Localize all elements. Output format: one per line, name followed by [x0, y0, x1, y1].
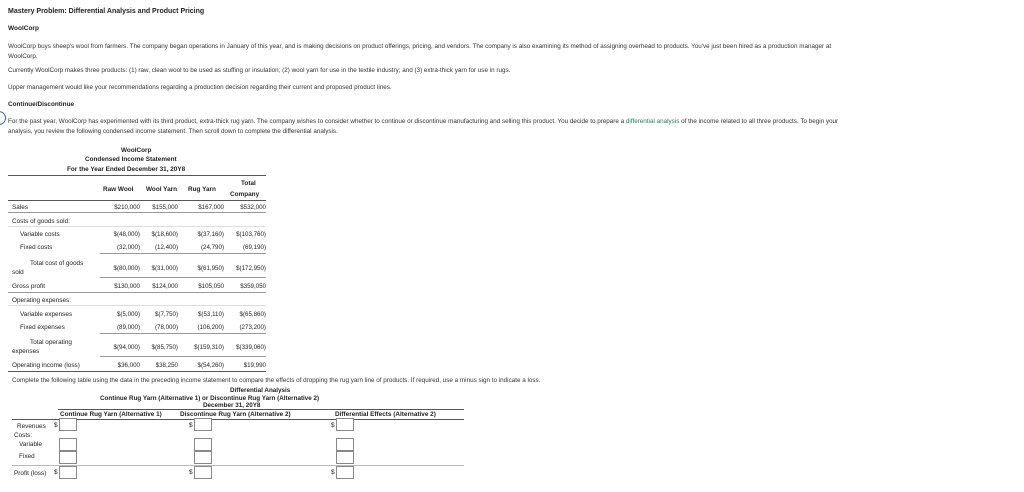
fixed-exp-rug-yarn: (106,200)	[197, 324, 224, 331]
section-paragraph-line-1	[8, 117, 838, 127]
revenues-discontinue-dollar-sign: $	[189, 422, 193, 429]
diff-row-label-costs: Costs:	[14, 432, 33, 439]
intro-paragraph-1-line-1: WoolCorp buys sheep's wool from farmers. The company began operations in January of this year, and is making decisions on product offerings, pricing, and vendors. The company is also examining its method of assigning overhead to products. You've just been hired as a production manager at	[8, 43, 832, 50]
col-header-company: Company	[230, 191, 260, 198]
diff-col-header-rule	[12, 419, 464, 420]
col-header-rule	[8, 200, 266, 201]
total-opex-rule	[100, 356, 266, 357]
diff-fixed-rule	[12, 465, 464, 466]
sales-raw-wool: $210,000	[114, 204, 140, 211]
var-exp-raw-wool: $(5,000)	[116, 311, 140, 318]
intro-paragraph-3: Upper management would like your recommendations regarding a production decision regarding their current and proposed product lines.	[8, 84, 392, 91]
col-header-total: Total	[241, 180, 256, 187]
variable-continue-input[interactable]	[59, 438, 77, 451]
fixed-exp-total: (273,200)	[239, 324, 266, 331]
row-label-variable-costs: Variable costs	[20, 231, 60, 238]
diff-col-header-effects: Differential Effects (Alternative 2)	[335, 411, 436, 418]
gross-profit-rug-yarn: $105,050	[198, 283, 224, 290]
diff-header-rule	[58, 409, 464, 410]
total-opex-total: $(339,060)	[236, 344, 266, 351]
intro-paragraph-2: Currently WoolCorp makes three products: (1) raw, clean wool to be used as stuffing or insulation; (2) wool yarn for use in the textile industry; and (3) extra-thick yarn for use in rugs.	[8, 67, 511, 74]
row-label-gross-profit: Gross profit	[12, 283, 46, 290]
sales-total: $532,000	[240, 204, 266, 211]
fixed-wool-yarn: (12,400)	[154, 244, 178, 251]
total-cogs-total: $(172,950)	[236, 265, 266, 272]
instruction-text: Complete the following table using the data in the preceding income statement to compare the effects of dropping the rug yarn line of products. If required, use a minus sign to indicate a loss.	[12, 377, 541, 384]
diff-row-label-revenues: Revenues	[17, 423, 46, 430]
variable-rug-yarn: $(37,160)	[197, 231, 224, 238]
fixed-exp-rule	[100, 333, 266, 334]
gross-profit-raw-wool: $130,000	[114, 283, 140, 290]
fixed-discontinue-input[interactable]	[194, 451, 212, 464]
row-label-total-cogs	[12, 259, 83, 277]
diff-date: December 31, 20Y8	[203, 402, 261, 409]
revenues-discontinue-input[interactable]	[194, 418, 212, 431]
revenues-effects-input[interactable]	[336, 418, 354, 431]
diff-row-label-fixed: Fixed	[19, 453, 35, 460]
total-cogs-raw-wool: $(80,000)	[113, 265, 140, 272]
variable-discontinue-input[interactable]	[194, 438, 212, 451]
section-paragraph-text-a: For the past year, WoolCorp has experimented with its third product, extra-thick rug yarn. The company wishes to consider whether to continue or discontinue manufacturing and selling this product. You decide to prepare a	[8, 118, 626, 125]
var-exp-total: $(65,860)	[239, 311, 266, 318]
revenues-effects-dollar-sign: $	[331, 422, 335, 429]
statement-period: For the Year Ended December 31, 20Y8	[67, 166, 186, 173]
revenues-continue-input[interactable]	[59, 418, 77, 431]
section-title: Continue/Discontinue	[8, 101, 75, 108]
cogs-label: Costs of goods sold:	[12, 218, 70, 225]
gross-profit-rule	[8, 292, 266, 293]
total-cogs-rule	[100, 277, 266, 278]
statement-title: Condensed Income Statement	[85, 156, 177, 163]
row-label-fixed-expenses: Fixed expenses	[20, 324, 65, 331]
profit-effects-input[interactable]	[336, 466, 354, 479]
intro-paragraph-1	[8, 42, 831, 62]
op-income-wool-yarn: $38,250	[155, 362, 178, 369]
section-marker-icon	[0, 111, 6, 125]
variable-total: $(103,760)	[236, 231, 266, 238]
diff-title: Differential Analysis	[230, 387, 291, 394]
intro-paragraph-1-line-2: WoolCorp.	[8, 53, 38, 60]
profit-discontinue-dollar-sign: $	[189, 469, 193, 476]
diff-col-header-discontinue: Discontinue Rug Yarn (Alternative 2)	[180, 411, 291, 418]
total-cogs-label-line-1: Total cost of goods	[30, 260, 84, 267]
total-opex-rug-yarn: $(159,310)	[194, 344, 224, 351]
differential-analysis-link[interactable]: differential analysis	[625, 118, 680, 125]
cogs-label-rule	[8, 226, 266, 227]
gross-profit-total: $359,050	[240, 283, 266, 290]
section-paragraph-text-b: of the income related to all three products. To begin your	[679, 118, 839, 125]
row-label-total-opex	[12, 338, 72, 356]
fixed-continue-input[interactable]	[59, 451, 77, 464]
col-header-wool-yarn: Wool Yarn	[146, 186, 178, 193]
gross-profit-wool-yarn: $124,000	[152, 283, 178, 290]
fixed-effects-input[interactable]	[336, 451, 354, 464]
row-label-operating-income: Operating income (loss)	[12, 362, 80, 369]
var-exp-wool-yarn: $(7,750)	[154, 311, 178, 318]
fixed-rule	[100, 253, 266, 254]
total-opex-raw-wool: $(94,000)	[113, 344, 140, 351]
total-cogs-rug-yarn: $(61,950)	[197, 265, 224, 272]
row-label-sales: Sales	[12, 204, 28, 211]
opex-label-rule	[8, 305, 266, 306]
row-label-fixed-costs: Fixed costs	[20, 244, 53, 251]
profit-discontinue-input[interactable]	[194, 466, 212, 479]
profit-effects-dollar-sign: $	[331, 469, 335, 476]
section-paragraph	[8, 117, 838, 137]
total-opex-wool-yarn: $(85,750)	[151, 344, 178, 351]
diff-subtitle: Continue Rug Yarn (Alternative 1) or Discontinue Rug Yarn (Alternative 2)	[100, 395, 320, 402]
op-income-rule	[8, 371, 266, 372]
fixed-rug-yarn: (24,790)	[200, 244, 224, 251]
total-cogs-wool-yarn: $(31,000)	[151, 265, 178, 272]
total-cogs-label-line-2: sold	[12, 269, 24, 276]
diff-row-label-profit: Profit (loss)	[14, 470, 47, 477]
statement-header-rule	[8, 175, 266, 176]
sales-wool-yarn: $155,000	[152, 204, 178, 211]
col-header-rug-yarn: Rug Yarn	[188, 186, 216, 193]
profit-dollar-sign: $	[54, 469, 58, 476]
profit-continue-input[interactable]	[59, 466, 77, 479]
diff-col-header-continue: Continue Rug Yarn (Alternative 1)	[60, 411, 162, 418]
fixed-raw-wool: (32,000)	[116, 244, 140, 251]
problem-title: Mastery Problem: Differential Analysis and Product Pricing	[8, 8, 205, 15]
fixed-exp-wool-yarn: (78,000)	[154, 324, 178, 331]
sales-rug-yarn: $167,000	[198, 204, 224, 211]
variable-effects-input[interactable]	[336, 438, 354, 451]
variable-raw-wool: $(48,000)	[113, 231, 140, 238]
fixed-total: (69,190)	[242, 244, 266, 251]
var-exp-rug-yarn: $(53,110)	[197, 311, 224, 318]
fixed-exp-raw-wool: (89,000)	[116, 324, 140, 331]
op-income-rug-yarn: $(54,260)	[197, 362, 224, 369]
op-income-total: $19,990	[243, 362, 266, 369]
variable-wool-yarn: $(18,600)	[151, 231, 178, 238]
col-header-raw-wool: Raw Wool	[103, 186, 134, 193]
company-heading: WoolCorp	[8, 25, 39, 32]
total-opex-label-line-2: expenses	[12, 348, 40, 355]
revenues-dollar-sign: $	[54, 422, 58, 429]
row-label-variable-expenses: Variable expenses	[20, 311, 73, 318]
statement-company: WoolCorp	[121, 147, 152, 154]
opex-label: Operating expenses:	[12, 297, 71, 304]
op-income-raw-wool: $36,000	[117, 362, 140, 369]
sales-rule	[8, 212, 266, 213]
total-opex-label-line-1: Total operating	[30, 339, 72, 346]
diff-row-label-variable: Variable	[19, 441, 42, 448]
section-paragraph-line-2: analysis, you review the following condensed income statement. Then scroll down to complete the differential analysis.	[8, 128, 338, 135]
